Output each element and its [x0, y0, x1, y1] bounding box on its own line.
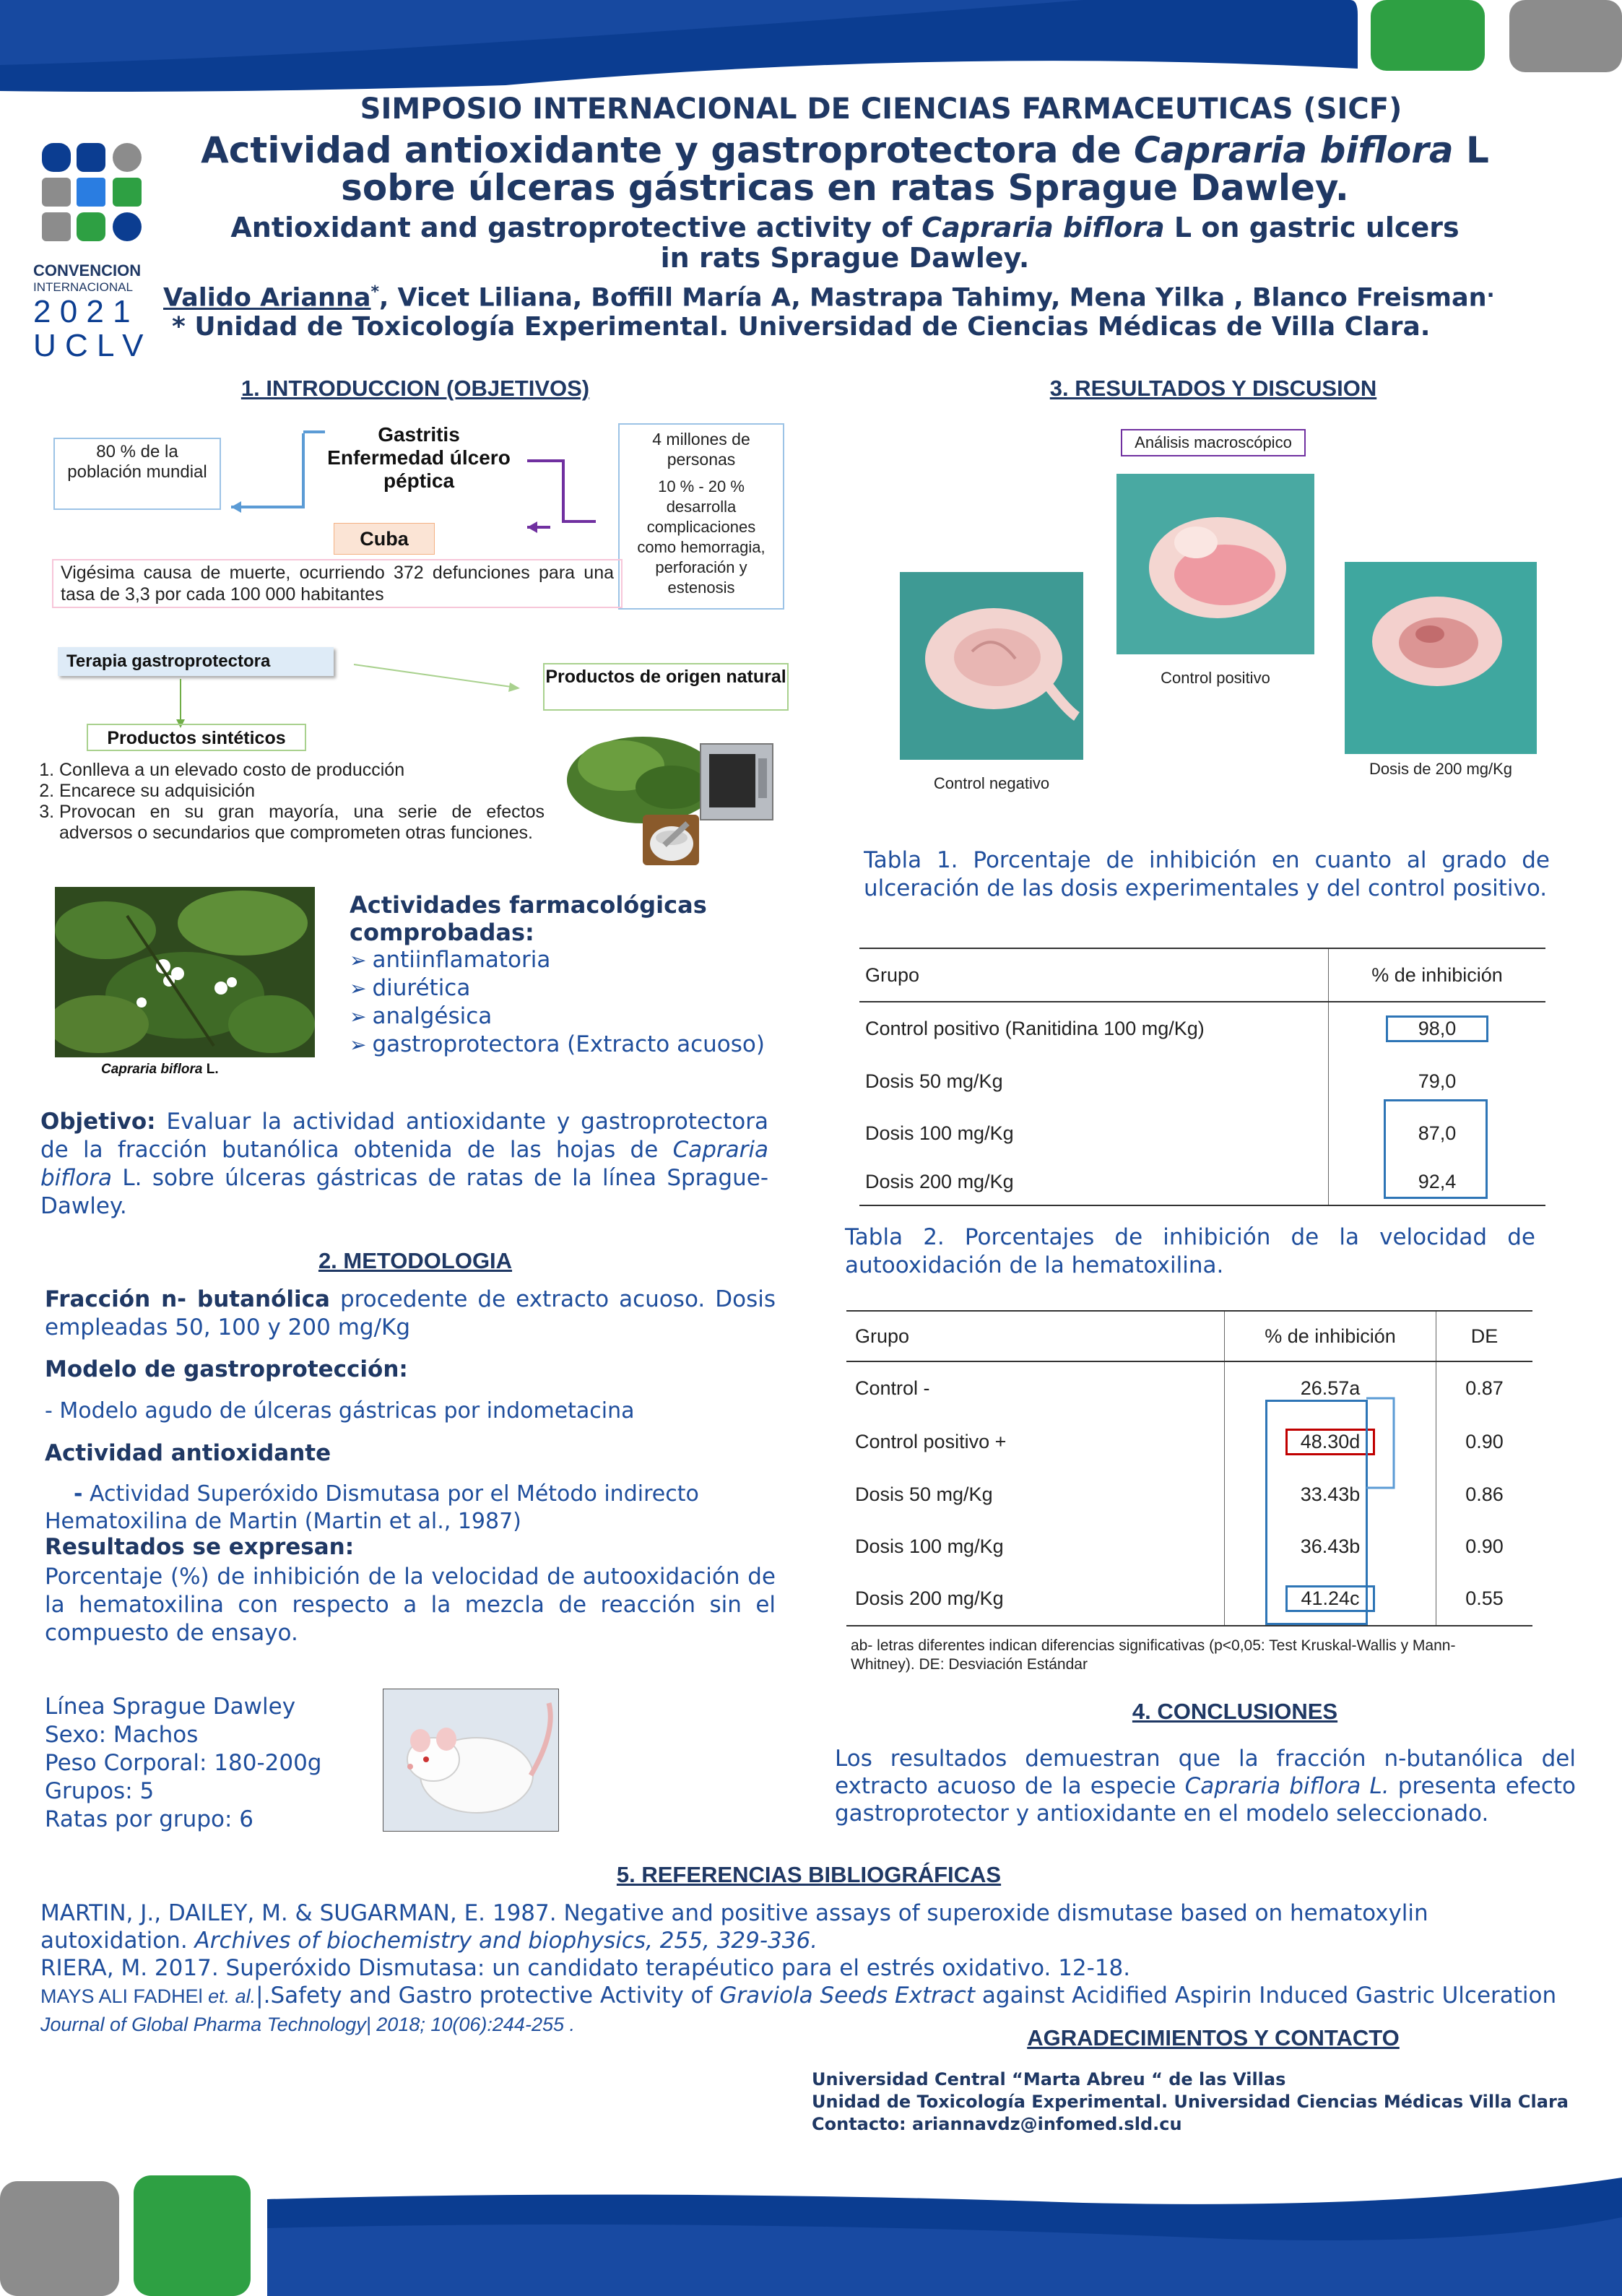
rat-line: Grupos: 5 — [45, 1778, 155, 1804]
table-2 — [846, 1310, 1532, 1626]
table1-cell-group: Dosis 50 mg/Kg — [859, 1055, 1329, 1107]
table1-caption: Tabla 1. Porcentaje de inhibición en cuanto al grado de ulceración de las dosis experimentales y del control positivo. — [864, 847, 1550, 901]
cuba-label: Cuba — [334, 523, 435, 555]
title-es-part1: Actividad antioxidante y gastroprotectora de — [201, 129, 1135, 171]
table2-header-value: % de inhibición — [1225, 1311, 1436, 1361]
table2-cell-value: 36.43b — [1225, 1520, 1436, 1572]
rat-photo — [383, 1689, 559, 1832]
convention-logo — [33, 142, 156, 363]
conclusions-species: Capraria biflora L. — [1184, 1773, 1389, 1799]
table-row — [859, 1002, 1545, 1055]
title-en-part2: L on gastric ulcers — [1164, 212, 1460, 243]
top-banner — [0, 0, 1622, 94]
logo-squares-icon — [33, 142, 156, 257]
table1-cell-group: Dosis 200 mg/Kg — [859, 1159, 1329, 1205]
table2-cell-group: Dosis 100 mg/Kg — [846, 1520, 1225, 1572]
affiliation: * Unidad de Toxicología Experimental. Universidad de Ciencias Médicas de Villa Clara. — [172, 312, 1431, 342]
table-row — [846, 1415, 1532, 1468]
millions-box — [618, 423, 784, 610]
photo-control-positive — [1116, 474, 1314, 690]
ref3-etal: et. al. — [208, 1985, 256, 2007]
activity-item: ➢ diurética — [350, 974, 797, 1002]
table1-header-value: % de inhibición — [1371, 963, 1503, 986]
title-es — [159, 131, 1531, 207]
activity-item: ➢ antiinflamatoria — [350, 946, 797, 974]
results-expressed-heading: Resultados se expresan: — [45, 1534, 355, 1560]
antiox-text — [45, 1481, 781, 1535]
synthetic-item: 2. Encarece su adquisición — [59, 781, 545, 802]
table1-cell-value: 79,0 — [1418, 1070, 1457, 1092]
objective-text-1: Evaluar la actividad antioxidante y gastroprotectora de la fracción butanólica obtenida de las hojas de — [40, 1109, 768, 1163]
photo-pos-caption: Control positivo — [1161, 669, 1270, 687]
objective-label: Objetivo: — [40, 1109, 156, 1135]
title-es-species: Capraria biflora — [1134, 129, 1454, 171]
photo-control-negative — [900, 572, 1083, 810]
table2-footnote: ab- letras diferentes indican diferencias significativas (p<0,05: Test Kruskal-Wallis y Mann-Whitney). DE: Desviación Estándar — [851, 1637, 1456, 1673]
table1-cell-value: 92,4 — [1418, 1171, 1457, 1192]
results-expressed-text: Porcentaje (%) de inhibición de la velocidad de autooxidación de la hematoxilina con respecto a la mezcla de reacción sin el compuesto de ensayo. — [45, 1564, 776, 1646]
title-en — [159, 212, 1531, 273]
table2-cell-value: 48.30d — [1285, 1429, 1375, 1455]
logo-uclv: U C L V — [33, 328, 144, 363]
table2-cell-de: 0.55 — [1465, 1587, 1504, 1609]
table1-cell-value-wrap — [1329, 1002, 1546, 1055]
activity-item: ➢ analgésica — [350, 1002, 797, 1031]
antiox-dash: - — [74, 1481, 83, 1507]
synthetic-item: 1. Conlleva a un elevado costo de producción — [59, 760, 545, 781]
natural-label: Productos de origen natural — [543, 663, 789, 711]
table1-header-row — [859, 948, 1545, 1002]
table-row — [846, 1572, 1532, 1626]
ack-line: Universidad Central “Marta Abreu “ de las Villas — [812, 2069, 1286, 2089]
synthetic-label: Productos sintéticos — [87, 724, 306, 751]
reference-1 — [40, 1899, 1571, 1954]
title-en-part1: Antioxidant and gastroprotective activity of — [230, 212, 922, 243]
table2-cell-de: 0.90 — [1465, 1535, 1504, 1557]
table-row — [846, 1468, 1532, 1520]
ref3-sep: |. — [256, 1983, 271, 2009]
table2-cell-value: 33.43b — [1225, 1468, 1436, 1520]
conclusions-heading: 4. CONCLUSIONES — [1132, 1699, 1338, 1724]
fraction-text: procedente de extracto acuoso. Dosis empleadas 50, 100 y 200 mg/Kg — [45, 1286, 776, 1340]
table1-cell-group: Control positivo (Ranitidina 100 mg/Kg) — [859, 1002, 1329, 1055]
bottom-banner — [0, 2159, 1622, 2296]
disease-line1: Gastritis — [378, 423, 460, 446]
author-first: Valido Arianna — [163, 283, 371, 313]
logo-internacional: INTERNACIONAL — [33, 280, 133, 294]
conclusions-text-2: presenta efecto gastroprotector y antioxidante en el modelo seleccionado. — [835, 1773, 1576, 1827]
objective-species: Capraria biflora — [40, 1137, 768, 1191]
photo-dose-200 — [1345, 562, 1537, 800]
authors — [163, 277, 1615, 313]
millions-text: 4 millones de personas — [652, 430, 750, 469]
title-es-part2: L — [1453, 129, 1489, 171]
references-heading: 5. REFERENCIAS BIBLIOGRÁFICAS — [616, 1862, 1002, 1887]
rat-line: Sexo: Machos — [45, 1722, 199, 1748]
table-row — [846, 1520, 1532, 1572]
rat-line: Línea Sprague Dawley — [45, 1694, 296, 1720]
table2-caption: Tabla 2. Porcentajes de inhibición de la velocidad de autooxidación de la hematoxilina. — [845, 1224, 1535, 1278]
symposium-title: SIMPOSIO INTERNACIONAL DE CIENCIAS FARMACEUTICAS (SICF) — [360, 92, 1402, 126]
ref3-author: MAYS ALI FADHEl — [40, 1985, 209, 2007]
plant-caption-species: Capraria biflora — [101, 1062, 203, 1077]
title-en-species: Capraria biflora — [921, 212, 1165, 243]
ref3-text: Safety and Gastro protective Activity of — [270, 1983, 720, 2009]
table1-cell-group: Dosis 100 mg/Kg — [859, 1107, 1329, 1159]
antiox-body: Actividad Superóxido Dismutasa por el Método indirecto Hematoxilina de Martin (Martin et al., 1987) — [45, 1481, 699, 1534]
natural-products-illustration — [563, 722, 780, 867]
rat-details — [45, 1693, 322, 1834]
photo-dose-caption: Dosis de 200 mg/Kg — [1369, 760, 1513, 778]
table2-bracket — [1365, 1394, 1408, 1495]
logo-convencion: CONVENCION — [33, 261, 142, 280]
table2-cell-de: 0.90 — [1465, 1430, 1504, 1452]
capraria-plant-photo — [55, 887, 315, 1057]
ack-line: Unidad de Toxicología Experimental. Universidad Ciencias Médicas Villa Clara — [812, 2092, 1569, 2112]
table-row — [846, 1361, 1532, 1415]
stomach-positive-image — [1116, 474, 1314, 654]
photo-neg-caption: Control negativo — [933, 774, 1050, 792]
ref3-text2: against Acidified Aspirin Induced Gastric Ulceration — [975, 1983, 1557, 2009]
macro-label: Análisis macroscópico — [1121, 429, 1306, 456]
table1-cell-value: 87,0 — [1418, 1122, 1457, 1144]
therapy-label: Terapia gastroprotectora — [58, 647, 334, 676]
reference-2: RIERA, M. 2017. Superóxido Dismutasa: un candidato terapéutico para el estrés oxidativo. 12-18. — [40, 1955, 1131, 1981]
authors-rest: , Vicet Liliana, Boffill María A, Mastrapa Tahimy, Mena Yilka , Blanco Freisman — [379, 283, 1487, 313]
objective-text-2: L. sobre úlceras gástricas de ratas de la línea Sprague-Dawley. — [40, 1165, 768, 1219]
intro-connectors — [217, 426, 621, 534]
table1-highlight-box — [1384, 1099, 1488, 1199]
rat-line: Peso Corporal: 180-200g — [45, 1750, 322, 1776]
objective — [40, 1108, 768, 1221]
acknowledgements-lines — [812, 2068, 1569, 2136]
methods-fraction — [45, 1286, 776, 1342]
antiox-heading: Actividad antioxidante — [45, 1440, 331, 1466]
conclusions-text-1: Los resultados demuestran que la fracción n-butanólica del extracto acuoso de la especie — [835, 1746, 1576, 1799]
synthetic-item: 3. Provocan en su gran mayoría, una serie de efectos adversos o secundarios que comprometen otras funciones. — [59, 802, 545, 844]
author-mark: * — [370, 283, 380, 301]
table2-cell-group: Control - — [846, 1361, 1225, 1415]
plant-caption-suffix: L. — [202, 1062, 219, 1077]
ack-line: Contacto: ariannavdz@infomed.sld.cu — [812, 2114, 1182, 2134]
table1-header-group: Grupo — [859, 948, 1329, 1002]
table2-highlight-box — [1265, 1400, 1368, 1625]
methods-heading: 2. METODOLOGIA — [318, 1248, 513, 1273]
references-list — [40, 1899, 1571, 2038]
table2-cell-group: Control positivo + — [846, 1415, 1225, 1468]
cuba-stat: Vigésima causa de muerte, ocurriendo 372 defunciones para una tasa de 3,3 por cada 100 000 habitantes — [52, 559, 623, 608]
model-text: - Modelo agudo de úlceras gástricas por indometacina — [45, 1398, 635, 1424]
table2-cell-value: 41.24c — [1285, 1585, 1375, 1612]
synthetic-list — [25, 760, 545, 844]
population-box: 80 % de la población mundial — [53, 438, 221, 510]
rat-line: Ratas por grupo: 6 — [45, 1806, 253, 1832]
ref3-journal: Journal of Global Pharma Technology| 2018; 10(06):244-255 . — [40, 2014, 575, 2035]
table2-cell-value: 26.57a — [1225, 1361, 1436, 1415]
stomach-dose-image — [1345, 562, 1537, 754]
complications-text: 10 % - 20 % desarrolla complicaciones como hemorragia, perforación y estenosis — [637, 477, 766, 597]
table2-cell-de: 0.86 — [1465, 1483, 1504, 1505]
activities-list — [350, 946, 797, 1059]
stomach-negative-image — [900, 572, 1083, 760]
ref1-text: MARTIN, J., DAILEY, M. & SUGARMAN, E. 1987. Negative and positive assays of superoxide dismutase based on hematoxylin autoxidation. — [40, 1900, 1428, 1954]
acknowledgements-heading: AGRADECIMIENTOS Y CONTACTO — [1027, 2025, 1400, 2050]
activity-item: ➢ gastroprotectora (Extracto acuoso) — [350, 1031, 797, 1059]
title-es-line2: sobre úlceras gástricas en ratas Sprague Dawley. — [341, 167, 1349, 209]
conclusions-text — [835, 1745, 1576, 1827]
title-en-line2: in rats Sprague Dawley. — [660, 242, 1030, 274]
table2-header-group: Grupo — [846, 1311, 1225, 1361]
table2-cell-de: 0.87 — [1465, 1377, 1504, 1399]
table2-cell-group: Dosis 200 mg/Kg — [846, 1572, 1225, 1626]
model-heading: Modelo de gastroprotección: — [45, 1356, 408, 1382]
logo-year: 2 0 2 1 — [33, 294, 131, 329]
table2-header-de: DE — [1470, 1325, 1499, 1347]
ref1-journal: Archives of biochemistry and biophysics, 255, 329-336. — [194, 1928, 818, 1954]
table1-cell-value: 98,0 — [1386, 1015, 1488, 1042]
ref3-extract: Graviola Seeds Extract — [719, 1983, 976, 2009]
intro-heading: 1. INTRODUCCION (OBJETIVOS) — [240, 376, 590, 401]
activities-heading: Actividades farmacológicas comprobadas: — [350, 891, 707, 946]
table2-cell-group: Dosis 50 mg/Kg — [846, 1468, 1225, 1520]
authors-end: . — [1486, 277, 1495, 302]
disease-line2: Enfermedad úlcero péptica — [327, 446, 511, 492]
results-heading: 3. RESULTADOS Y DISCUSION — [1049, 376, 1377, 401]
plant-caption — [101, 1062, 219, 1078]
table2-header-row — [846, 1311, 1532, 1361]
fraction-label: Fracción n- butanólica — [45, 1286, 330, 1312]
